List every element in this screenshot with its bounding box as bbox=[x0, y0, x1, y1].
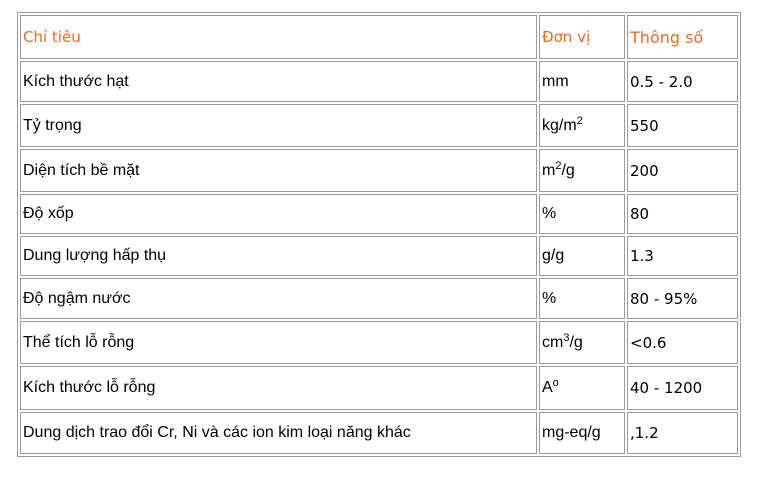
value-cell: 80 bbox=[627, 194, 738, 234]
criteria-cell: Kích thước lỗ rỗng bbox=[20, 366, 537, 410]
header-value: Thông số bbox=[627, 15, 738, 59]
specification-table bbox=[17, 12, 741, 457]
unit-cell: g/g bbox=[539, 236, 625, 276]
unit-cell: $kg/m^2$ bbox=[539, 104, 625, 147]
unit-cell: % bbox=[539, 194, 625, 234]
value-cell: 1.3 bbox=[627, 236, 738, 276]
value-cell: <0.6 bbox=[627, 321, 738, 364]
criteria-cell: Độ ngậm nước bbox=[20, 278, 537, 319]
criteria-cell: Dung lượng hấp thụ bbox=[20, 236, 537, 276]
header-unit: Đơn vị bbox=[539, 15, 625, 59]
value-cell: 200 bbox=[627, 149, 738, 192]
value-cell: 40 - 1200 bbox=[627, 366, 738, 410]
criteria-cell: Tỷ trọng bbox=[20, 104, 537, 147]
unit-cell: $cm^3/g$ bbox=[539, 321, 625, 364]
table-row bbox=[20, 366, 738, 410]
criteria-cell: Thể tích lỗ rỗng bbox=[20, 321, 537, 364]
table-row bbox=[20, 278, 738, 319]
table-row bbox=[20, 104, 738, 147]
table-row bbox=[20, 149, 738, 192]
unit-cell: $m^2/g$ bbox=[539, 149, 625, 192]
table-row bbox=[20, 194, 738, 234]
criteria-cell: Kích thước hạt bbox=[20, 61, 537, 102]
header-criteria: Chỉ tiêu bbox=[20, 15, 537, 59]
value-cell: 550 bbox=[627, 104, 738, 147]
criteria-cell: Diện tích bề mặt bbox=[20, 149, 537, 192]
unit-cell: $A^o$ bbox=[539, 366, 625, 410]
header-row bbox=[20, 15, 738, 59]
unit-cell: mg-eq/g bbox=[539, 412, 625, 454]
unit-cell: % bbox=[539, 278, 625, 319]
table-row bbox=[20, 412, 738, 454]
criteria-cell: Dung dịch trao đổi Cr, Ni và các ion kim loại năng khác bbox=[20, 412, 537, 454]
criteria-cell: Độ xốp bbox=[20, 194, 537, 234]
table-row bbox=[20, 321, 738, 364]
table-row bbox=[20, 61, 738, 102]
unit-cell: mm bbox=[539, 61, 625, 102]
value-cell: 0.5 - 2.0 bbox=[627, 61, 738, 102]
table-row bbox=[20, 236, 738, 276]
value-cell: ,1.2 bbox=[627, 412, 738, 454]
value-cell: 80 - 95% bbox=[627, 278, 738, 319]
